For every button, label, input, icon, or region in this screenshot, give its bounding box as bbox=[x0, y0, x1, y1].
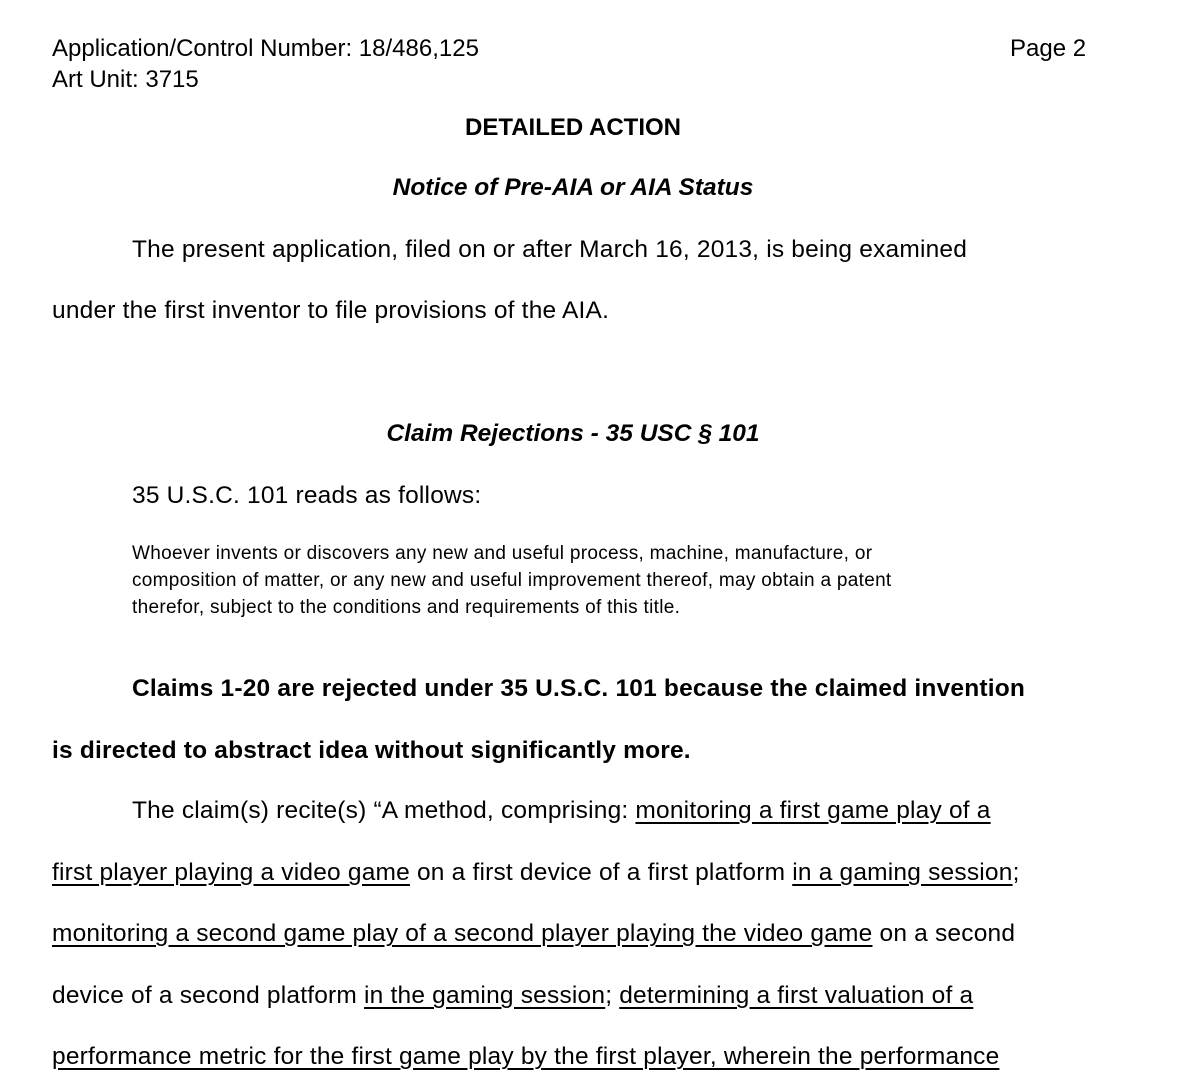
application-control-number: Application/Control Number: 18/486,125 bbox=[52, 35, 479, 62]
claim-text-segment: The claim(s) recite(s) “A method, comprising: bbox=[132, 797, 636, 824]
aia-paragraph-line-1: The present application, filed on or after March 16, 2013, is being examined bbox=[132, 236, 968, 263]
claim-text-segment: on a first device of a first platform bbox=[409, 859, 793, 886]
rejection-statement-line-2: is directed to abstract idea without significantly more. bbox=[52, 737, 691, 764]
claim-underlined-segment: determining a first valuation of a bbox=[619, 982, 974, 1009]
claim-text-segment: on a second bbox=[872, 920, 1016, 947]
claim-underlined-segment: performance metric for the first game play by the first player, wherein the performance bbox=[52, 1043, 1000, 1070]
aia-status-heading: Notice of Pre-AIA or AIA Status bbox=[392, 174, 754, 201]
claim-underlined-segment: first player playing a video game bbox=[52, 859, 410, 886]
page-number: Page 2 bbox=[1010, 35, 1087, 62]
claim-underlined-segment: monitoring a first game play of a bbox=[635, 797, 991, 824]
statute-quote-line-1: Whoever invents or discovers any new and useful process, machine, manufacture, or bbox=[132, 543, 873, 564]
claim-text-segment: ; bbox=[605, 982, 620, 1009]
document-title: DETAILED ACTION bbox=[465, 114, 681, 141]
aia-paragraph-line-2: under the first inventor to file provisions of the AIA. bbox=[52, 297, 610, 324]
claim-text-segment: ; bbox=[1012, 859, 1020, 886]
claim-text-segment: device of a second platform bbox=[52, 982, 365, 1009]
statute-quote-line-2: composition of matter, or any new and useful improvement thereof, may obtain a patent bbox=[132, 570, 892, 591]
art-unit: Art Unit: 3715 bbox=[52, 66, 199, 93]
claim-text-line-4 bbox=[52, 982, 973, 1010]
statute-quote-line-3: therefor, subject to the conditions and requirements of this title. bbox=[132, 597, 681, 618]
claim-text-line-3 bbox=[52, 920, 1015, 948]
claim-underlined-segment: monitoring a second game play of a second player playing the video game bbox=[52, 920, 873, 947]
claim-underlined-segment: in the gaming session bbox=[364, 982, 606, 1009]
claim-underlined-segment: in a gaming session bbox=[792, 859, 1013, 886]
claim-text-line-1 bbox=[132, 797, 991, 825]
statute-intro: 35 U.S.C. 101 reads as follows: bbox=[132, 482, 482, 509]
claim-text-line-2 bbox=[52, 859, 1020, 887]
claim-text-line-5 bbox=[52, 1043, 999, 1071]
rejection-statement-line-1: Claims 1-20 are rejected under 35 U.S.C. 101 because the claimed invention bbox=[132, 675, 1026, 702]
claim-rejections-heading: Claim Rejections - 35 USC § 101 bbox=[386, 420, 760, 447]
